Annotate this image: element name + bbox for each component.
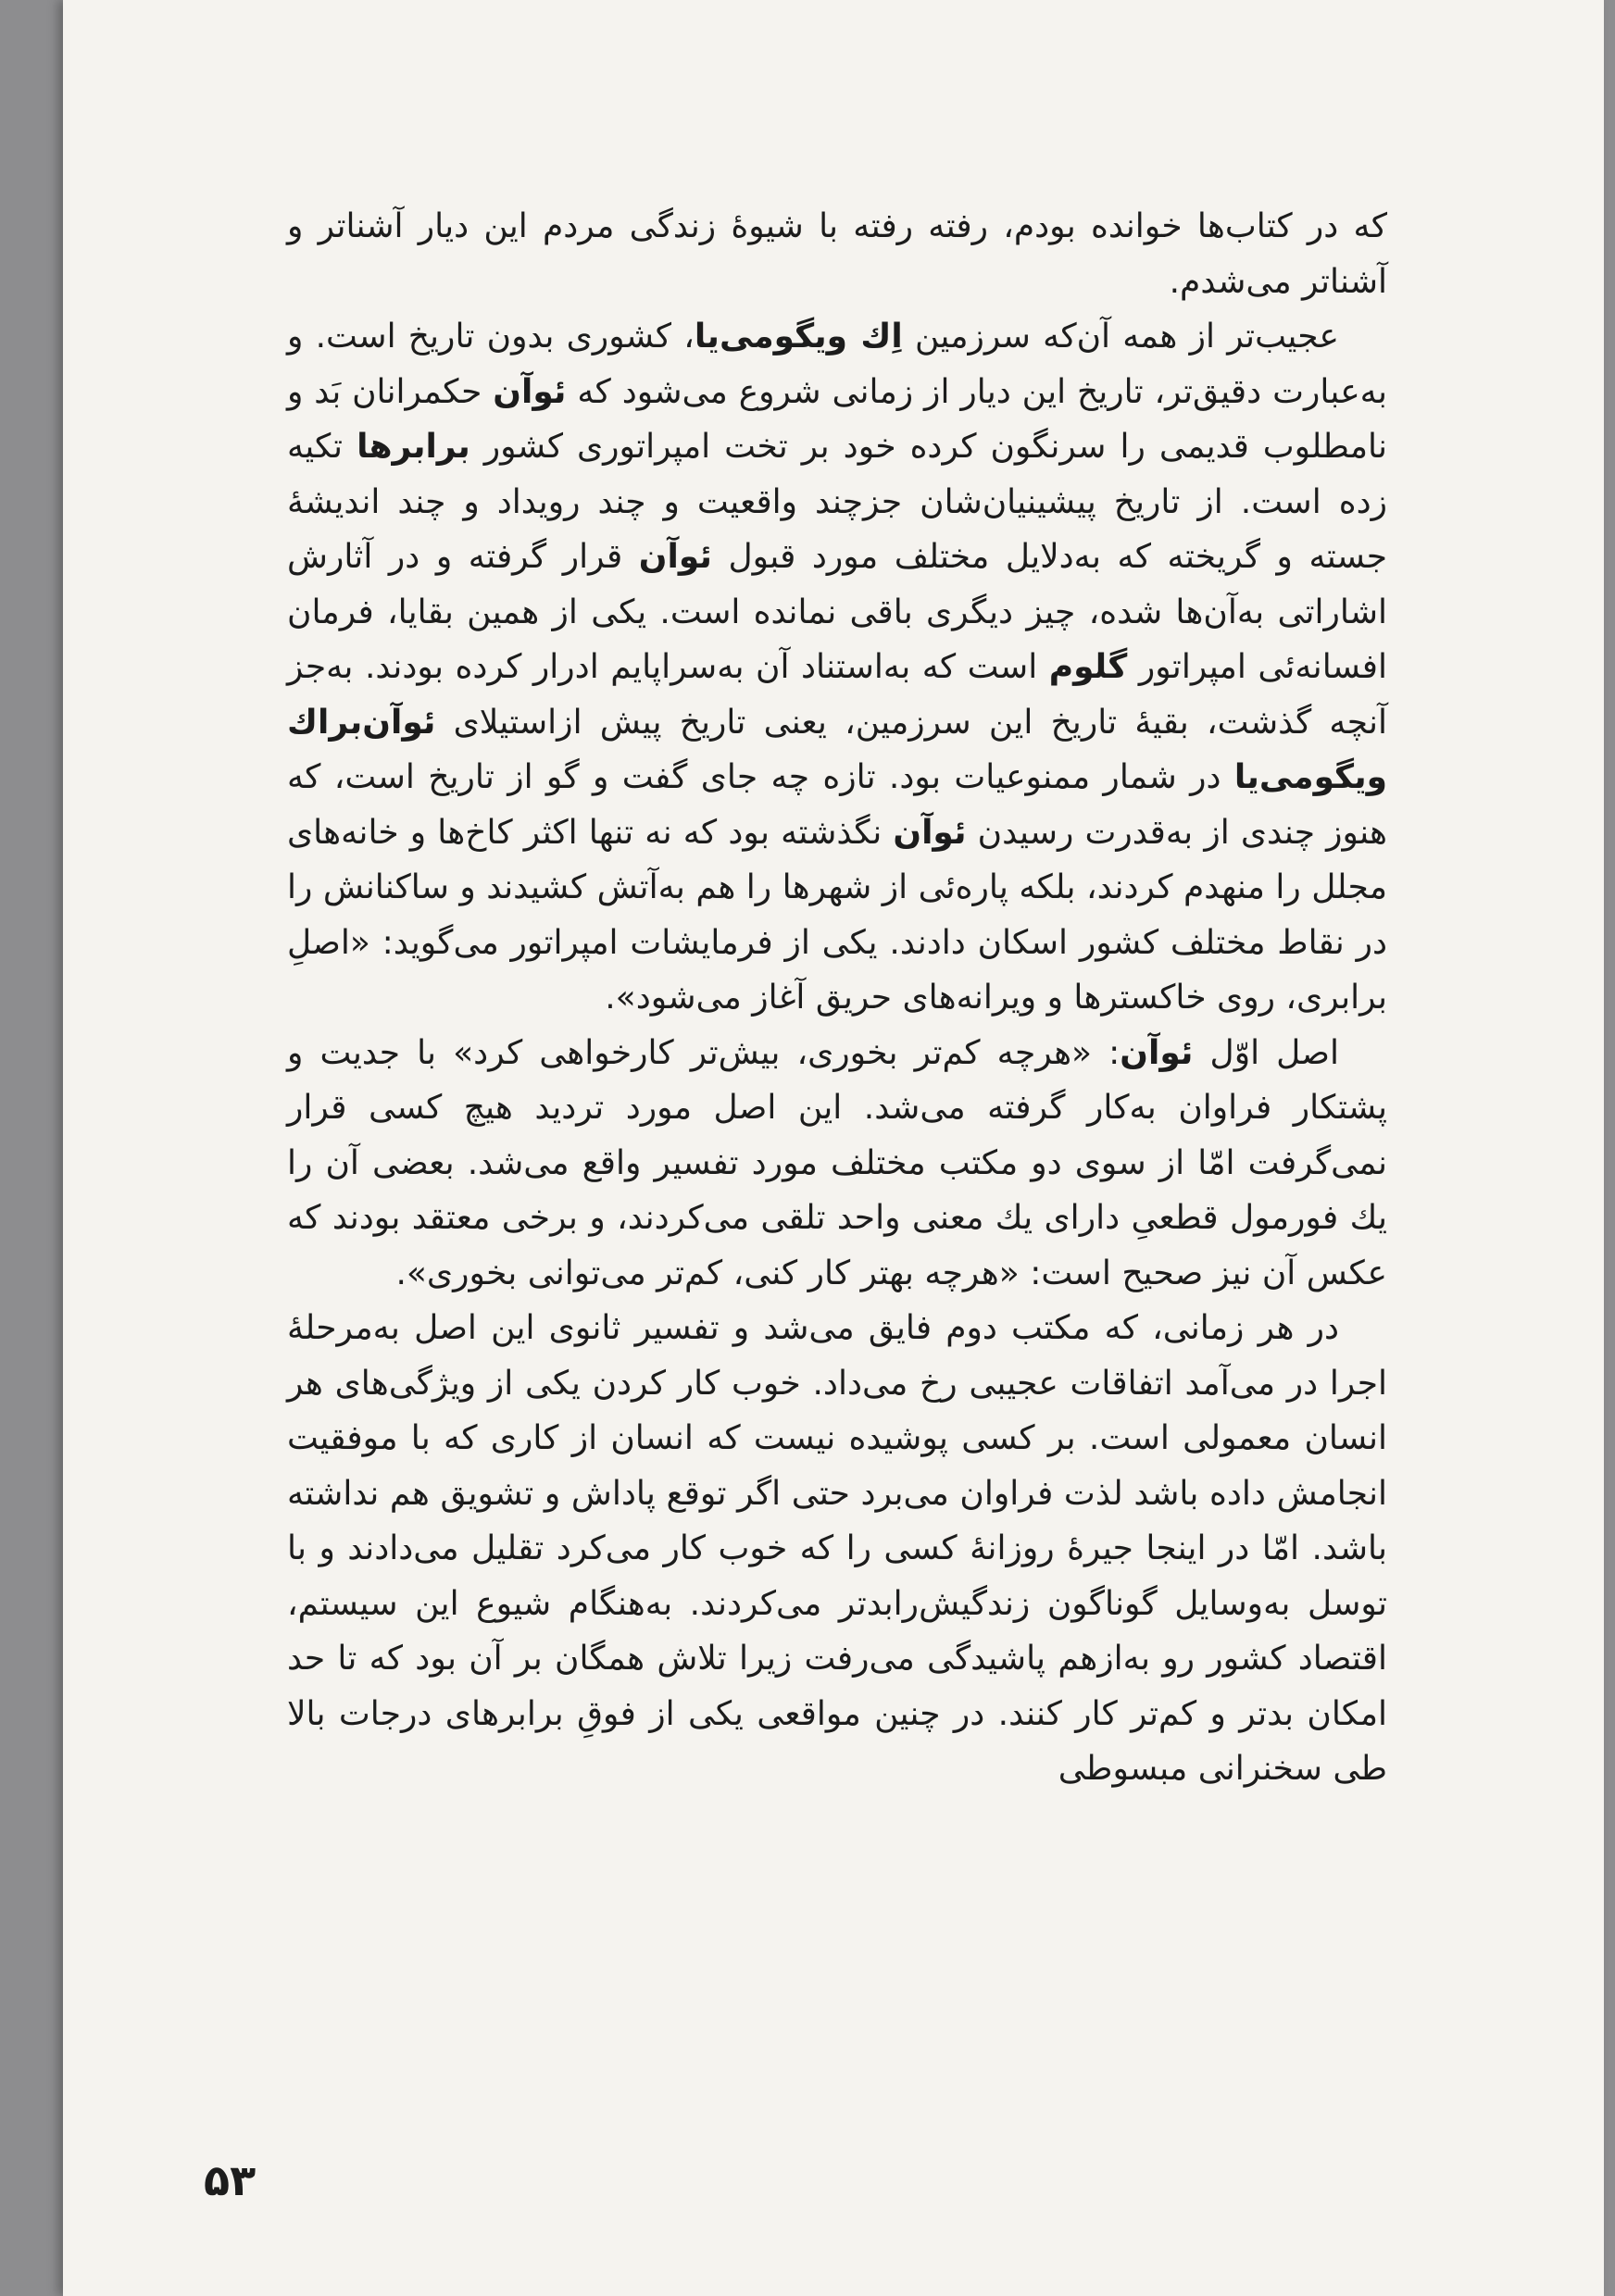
text-run: است که به‌استناد آن به‌سراپایم ادرار کرده بودند. به‌جز آنچه گذشت، بقیهٔ تاریخ این سرزمین، یعنی تاریخ پیش ازاستیلای	[287, 648, 1387, 742]
bold-term: ئوآن	[893, 813, 967, 852]
text-run: تکیه زده است. از تاریخ پیشینیان‌شان جزچند واقعیت و چند رویداد و چند اندیشهٔ جسته و گریخته که به‌دلایل مختلف مورد قبول	[287, 428, 1388, 576]
text-run: نگذشته بود که نه تنها اکثر کاخ‌ها و خانه‌های مجلل را منهدم کردند، بلکه پاره‌ئی از شهرها را هم به‌آتش کشیدند و ساکنانش را در نقاط مختلف کشور اسکان دادند. یکی از فرمایشات امپراتور می‌گوید: «اصلِ برابری، روی خاکسترها و ویرانه‌های حریق آغاز می‌شود».	[287, 813, 1387, 1017]
paragraph	[287, 309, 1387, 1026]
bold-term: گلوم	[1048, 648, 1128, 686]
paragraph	[287, 1026, 1387, 1302]
bold-term: برابرها	[357, 428, 470, 466]
text-run: اصل اوّل	[1193, 1033, 1340, 1072]
page-number: ۵۳	[204, 2155, 257, 2205]
text-run: حکمرانان بَد و نامطلوب قدیمی را سرنگون کرده خود بر تخت امپراتوری کشور	[287, 372, 1387, 466]
paragraph	[287, 1301, 1387, 1797]
text-run: : «هرچه کم‌تر بخوری، بیش‌تر کارخواهی کرد» با جدیت و پشتکار فراوان به‌کار گرفته می‌شد. این اصل مورد تردید هیچ کسی قرار نمی‌گرفت امّا از سوی دو مکتب مختلف مورد تفسیر واقع می‌شد. بعضی آن را یك فورمول قطعیِ دارای یك معنی واحد تلقی می‌کردند، و برخی معتقد بودند که عکس آن نیز صحیح است: «هرچه بهتر کار کنی، کم‌تر می‌توانی بخوری».	[287, 1033, 1387, 1292]
body-text	[287, 199, 1387, 1797]
book-page	[63, 0, 1604, 2296]
text-run: قرار گرفته و در آثارش اشاراتی به‌آن‌ها شده، چیز دیگری باقی نمانده است. یکی از همین بقایا، فرمان افسانه‌ئی امپراتور	[287, 538, 1388, 686]
paragraph	[287, 199, 1387, 309]
text-run: در هر زمانی، که مکتب دوم فایق می‌شد و تفسیر ثانوی این اصل به‌مرحلهٔ اجرا در می‌آمد اتفاقات عجیبی رخ می‌داد. خوب کار کردن یکی از ویژگی‌های هر انسان معمولی است. بر کسی پوشیده نیست که انسان از کاری که با موفقیت انجامش داده باشد لذت فراوان می‌برد حتی اگر توقع پاداش و تشویق هم نداشته باشد. امّا در اینجا جیرهٔ روزانهٔ کسی را که خوب کار می‌کرد تقلیل می‌دادند و با توسل به‌وسایل گوناگون زندگیش‌رابدتر می‌کردند. به‌هنگام شیوع این سیستم، اقتصاد کشور رو به‌ازهم پاشیدگی می‌رفت زیرا تلاش همگان بر آن بود که تا حد امکان بدتر و کم‌تر کار کنند. در چنین مواقعی یکی از فوقِ برابرهای درجات بالا طی سخنرانی مبسوطی	[287, 1309, 1387, 1788]
text-run: در شمار ممنوعیات بود. تازه چه جای گفت و گو از تاریخ است، که هنوز چندی از به‌قدرت رسیدن	[287, 758, 1387, 852]
bold-term: ئوآن	[1120, 1033, 1194, 1072]
text-run: ، کشوری بدون تاریخ است. و به‌عبارت دقیق‌تر، تاریخ این دیار از زمانی شروع می‌شود که	[287, 318, 1387, 411]
text-run: که در کتاب‌ها خوانده بودم، رفته رفته با شیوهٔ زندگی مردم این دیار آشناتر و آشناتر می‌شدم.	[287, 207, 1387, 301]
bold-term: ئوآن‌براك ویگومی‌یا	[287, 703, 1387, 796]
bold-term: ئوآن	[493, 372, 567, 411]
bold-term: اِك ویگومی‌یا	[694, 318, 903, 356]
text-run: عجیب‌تر از همه آن‌که سرزمین	[902, 318, 1340, 356]
bold-term: ئوآن	[638, 538, 712, 576]
